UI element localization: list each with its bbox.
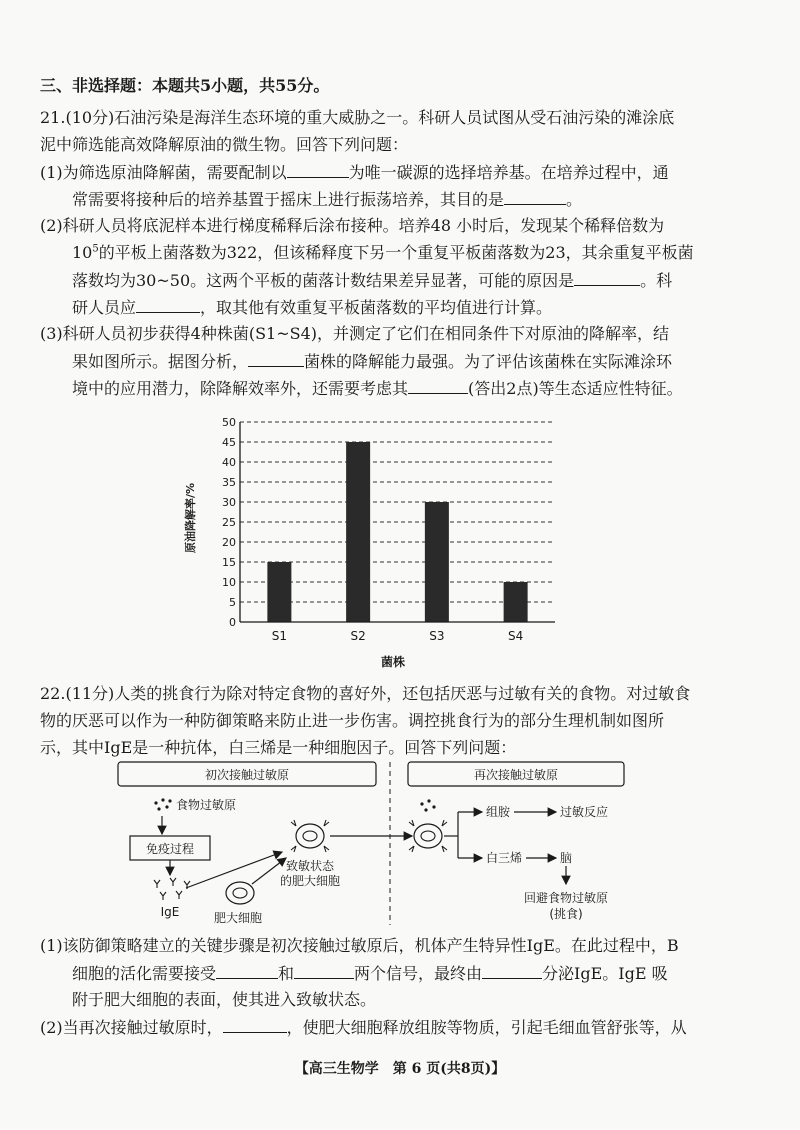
q21-part2-line2 (72, 243, 694, 263)
bar-chart (170, 410, 590, 675)
y-tick-label: 35 (222, 476, 236, 489)
ige-antibody-icon (154, 878, 190, 900)
y-tick-label: 20 (222, 536, 236, 549)
q22-part1-line2 (72, 963, 668, 984)
q22-p2-text-b: ，使肥大细胞释放组胺等物质，引起毛细血管舒张等，从 (286, 1018, 687, 1037)
q22-intro-line1: 22.(11分)人类的挑食行为除对特定食物的喜好外，还包括厌恶与过敏有关的食物。对过敏食 (40, 684, 691, 703)
q21-part1-line2 (72, 189, 582, 210)
answer-blank[interactable] (482, 963, 542, 979)
y-tick-label: 10 (222, 576, 236, 589)
q21-p3-text-a: 果如图所示。据图分析， (72, 352, 249, 371)
q22-p1-text-c: 两个信号，最终由 (354, 964, 483, 983)
q22-p1-text-b: 和 (278, 964, 295, 983)
y-tick-label: 50 (222, 416, 236, 429)
y-tick-label: 40 (222, 456, 236, 469)
second-contact-title: 再次接触过敏原 (473, 768, 559, 782)
q21-part3-line2 (72, 351, 672, 372)
bar-s3 (425, 502, 449, 622)
answer-blank[interactable] (223, 1017, 287, 1033)
x-tick-label: S4 (507, 629, 524, 643)
x-tick-label: S1 (271, 629, 288, 643)
answer-blank[interactable] (248, 351, 304, 367)
x-axis-label: 菌株 (380, 655, 406, 669)
immune-process-label: 免疫过程 (145, 842, 195, 856)
y-tick-label: 45 (222, 436, 236, 449)
q22-part1-line3: 附于肥大细胞的表面，使其进入致敏状态。 (72, 990, 377, 1009)
activated-mast-cell-icon (409, 820, 447, 852)
q21-p1-text-d: 。 (566, 190, 583, 209)
q21-p1-text-c: 常需要将接种后的培养基置于摇床上进行振荡培养，其目的是 (72, 190, 505, 209)
q21-part2-line4 (72, 297, 552, 318)
answer-blank[interactable] (574, 270, 640, 286)
q21-p2-text: 的平板上菌落数为322，但该稀释度下另一个重复平板菌落数为23，其余重复平板菌 (98, 243, 694, 262)
answer-blank[interactable] (408, 378, 468, 394)
sensitized-mast-cell-icon (291, 820, 329, 852)
avoid-allergen-label-line2: (挑食) (549, 907, 583, 921)
q21-part3-line1: (3)科研人员初步获得4种株菌(S1~S4)，并测定了它们在相同条件下对原油的降解率，结 (40, 324, 670, 343)
q21-p3-text-b: 菌株的降解能力最强。为了评估该菌株在实际滩涂环 (304, 352, 673, 371)
q21-p3-text-d: (答出2点)等生态适应性特征。 (468, 379, 683, 398)
q21-p1-text-b: 为唯一碳源的选择培养基。在培养过程中，通 (348, 163, 669, 182)
y-tick-label: 25 (222, 516, 236, 529)
x-tick-label: S2 (350, 629, 366, 643)
y-tick-label: 0 (229, 616, 236, 629)
y-tick-label: 30 (222, 496, 236, 509)
bar-s1 (267, 562, 291, 622)
mast-cell-label: 肥大细胞 (213, 911, 263, 925)
sensitized-label-line1: 致敏状态 (285, 859, 335, 873)
allergen-dots-icon (154, 798, 171, 810)
sensitized-label-line2: 的肥大细胞 (279, 874, 341, 888)
q21-part1-line1 (40, 162, 669, 183)
answer-blank[interactable] (216, 963, 278, 979)
q21-p3-text-c: 境中的应用潜力，除降解效率外，还需要考虑其 (72, 379, 409, 398)
answer-blank[interactable] (136, 297, 200, 313)
bar-s4 (504, 582, 528, 622)
x-tick-label: S3 (429, 629, 445, 643)
q21-part3-line3 (72, 378, 683, 399)
q21-p2-power-exp: 5 (92, 243, 99, 255)
brain-label: 脑 (560, 851, 573, 865)
allergic-reaction-label: 过敏反应 (560, 805, 609, 819)
y-axis-label: 原油降解率/% (184, 482, 197, 554)
q22-p1-text-d: 分泌IgE。IgE 吸 (542, 964, 668, 983)
allergen-dots-icon (420, 799, 435, 811)
q22-intro-line3: 示，其中IgE是一种抗体，白三烯是一种细胞因子。回答下列问题： (40, 738, 517, 757)
ige-label: IgE (160, 905, 180, 919)
page-footer: 【高三生物学 第 6 页(共8页)】 (294, 1061, 506, 1077)
q21-intro-line1: 21.(10分)石油污染是海洋生态环境的重大威胁之一。科研人员试图从受石油污染的滩涂底 (40, 108, 675, 127)
answer-blank[interactable] (504, 189, 566, 205)
mast-cell-icon (226, 882, 254, 904)
q22-part2-line1 (40, 1017, 687, 1038)
q21-part2-line1: (2)科研人员将底泥样本进行梯度稀释后涂布接种。培养48 小时后，发现某个稀释倍数为 (40, 216, 665, 235)
q22-p1-text-a: 细胞的活化需要接受 (72, 964, 217, 983)
answer-blank[interactable] (287, 162, 349, 178)
q21-p2-text-a: 落数均为30~50。这两个平板的菌落计数结果差异显著，可能的原因是 (72, 271, 575, 290)
histamine-label: 组胺 (486, 805, 511, 819)
q22-intro-line2: 物的厌恶可以作为一种防御策略来防止进一步伤害。调控挑食行为的部分生理机制如图所 (40, 711, 665, 730)
y-tick-label: 5 (229, 596, 236, 609)
q21-p1-text-a: (1)为筛选原油降解菌，需要配制以 (40, 163, 287, 182)
section-header: 三、非选择题：本题共5小题，共55分。 (40, 76, 330, 95)
avoid-allergen-label-line1: 回避食物过敏原 (523, 891, 609, 905)
first-contact-title: 初次接触过敏原 (204, 768, 290, 782)
food-allergen-label: 食物过敏原 (176, 798, 237, 812)
q21-p2-text-c: 研人员应 (72, 298, 137, 317)
y-tick-label: 15 (222, 556, 236, 569)
bar-s2 (346, 442, 370, 622)
q21-p2-text-d: ，取其他有效重复平板菌落数的平均值进行计算。 (200, 298, 553, 317)
q21-intro-line2: 泥中筛选能高效降解原油的微生物。回答下列问题： (40, 135, 409, 154)
leukotriene-label: 白三烯 (486, 851, 523, 865)
mechanism-diagram (110, 760, 650, 932)
answer-blank[interactable] (294, 963, 354, 979)
q22-p2-text-a: (2)当再次接触过敏原时， (40, 1018, 223, 1037)
q21-p2-power-base: 10 (72, 243, 93, 262)
q21-part2-line3 (72, 270, 672, 291)
q21-p2-text-b: 。科 (640, 271, 673, 290)
q22-part1-line1: (1)该防御策略建立的关键步骤是初次接触过敏原后，机体产生特异性IgE。在此过程中，B (40, 936, 679, 955)
